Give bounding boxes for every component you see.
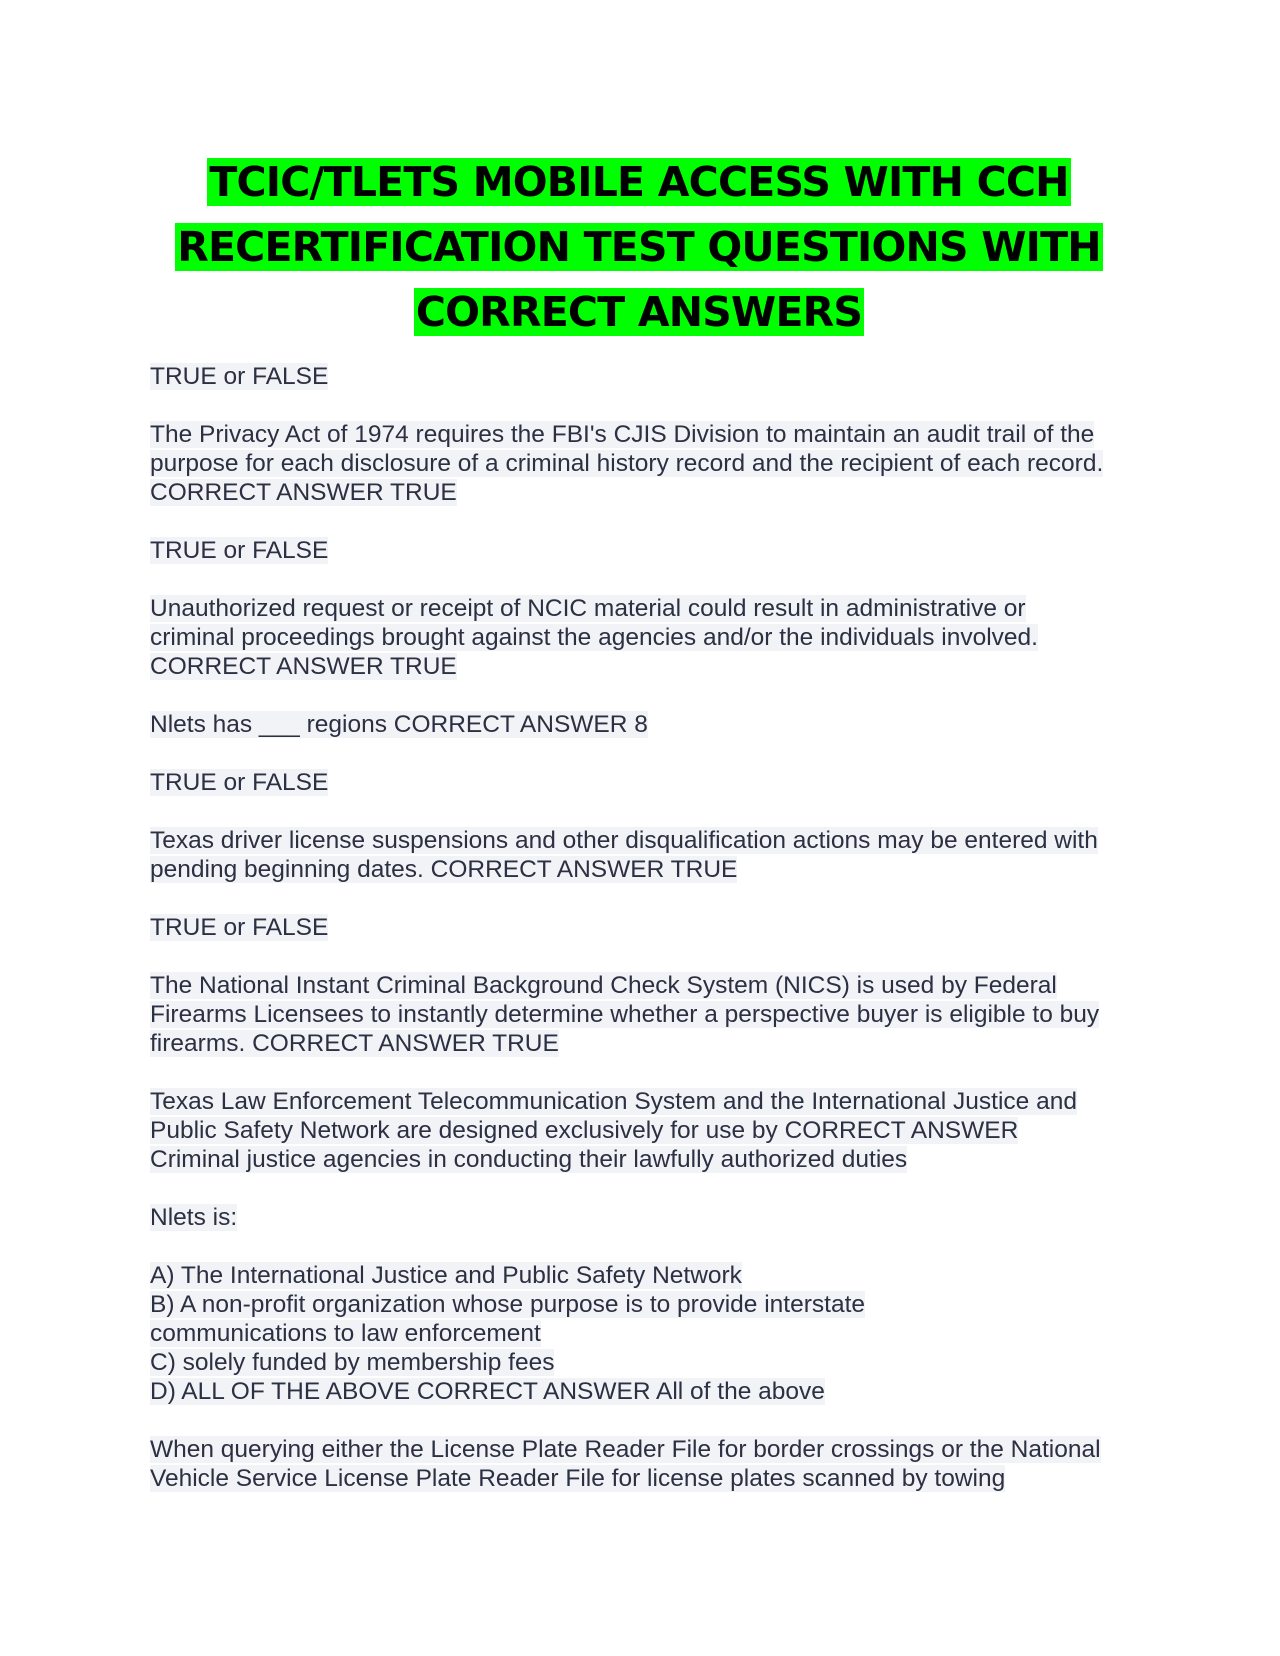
text-line-content: Public Safety Network are designed exclusively for use by CORRECT ANSWER [150, 1117, 1019, 1144]
text-line [150, 536, 1140, 565]
question-paragraph [150, 420, 1140, 507]
text-line-content: Vehicle Service License Plate Reader File for license plates scanned by towing [150, 1465, 1006, 1492]
text-line [150, 623, 1140, 652]
question-paragraph [150, 1087, 1140, 1174]
question-paragraph [150, 1435, 1140, 1493]
text-line [150, 710, 1140, 739]
question-paragraph [150, 594, 1140, 681]
text-line-content: C) solely funded by membership fees [150, 1349, 555, 1376]
text-line-content: TRUE or FALSE [150, 914, 329, 941]
text-line [150, 1290, 1140, 1319]
text-line-content: TRUE or FALSE [150, 537, 329, 564]
question-paragraph [150, 913, 1140, 942]
text-line [150, 1435, 1140, 1464]
question-paragraph [150, 1261, 1140, 1406]
text-line [150, 1348, 1140, 1377]
text-line-content: Criminal justice agencies in conducting their lawfully authorized duties [150, 1146, 908, 1173]
document-body [150, 362, 1140, 1522]
text-line [150, 768, 1140, 797]
text-line-content: Nlets has ___ regions CORRECT ANSWER 8 [150, 711, 648, 738]
text-line-content: Texas driver license suspensions and other disqualification actions may be entered with [150, 827, 1098, 854]
text-line [150, 1087, 1140, 1116]
text-line [150, 913, 1140, 942]
text-line [150, 652, 1140, 681]
text-line-content: A) The International Justice and Public Safety Network [150, 1262, 742, 1289]
question-paragraph [150, 826, 1140, 884]
text-line-content: firearms. CORRECT ANSWER TRUE [150, 1030, 559, 1057]
question-paragraph [150, 1203, 1140, 1232]
text-line-content: TRUE or FALSE [150, 363, 329, 390]
text-line-content: purpose for each disclosure of a criminal history record and the recipient of each record. [150, 450, 1104, 477]
text-line [150, 1261, 1140, 1290]
text-line-content: Firearms Licensees to instantly determine whether a perspective buyer is eligible to buy [150, 1001, 1100, 1028]
text-line-content: Nlets is: [150, 1204, 238, 1231]
text-line-content: When querying either the License Plate Reader File for border crossings or the National [150, 1436, 1101, 1463]
text-line [150, 855, 1140, 884]
text-line-content: The Privacy Act of 1974 requires the FBI's CJIS Division to maintain an audit trail of the [150, 421, 1095, 448]
text-line [150, 1116, 1140, 1145]
text-line [150, 1029, 1140, 1058]
text-line [150, 594, 1140, 623]
title-line-1: TCIC/TLETS MOBILE ACCESS WITH CCH [209, 158, 1069, 206]
question-paragraph [150, 768, 1140, 797]
text-line [150, 971, 1140, 1000]
text-line [150, 1319, 1140, 1348]
text-line-content: pending beginning dates. CORRECT ANSWER TRUE [150, 856, 738, 883]
text-line-content: CORRECT ANSWER TRUE [150, 653, 457, 680]
title-line-2: RECERTIFICATION TEST QUESTIONS WITH [177, 223, 1101, 271]
text-line [150, 1203, 1140, 1232]
title-line-3: CORRECT ANSWERS [415, 288, 863, 336]
text-line-content: The National Instant Criminal Background Check System (NICS) is used by Federal [150, 972, 1057, 999]
text-line-content: Texas Law Enforcement Telecommunication System and the International Justice and [150, 1088, 1077, 1115]
text-line-content: criminal proceedings brought against the agencies and/or the individuals involved. [150, 624, 1038, 651]
text-line-content: B) A non-profit organization whose purpose is to provide interstate [150, 1291, 865, 1318]
text-line [150, 1145, 1140, 1174]
text-line [150, 478, 1140, 507]
text-line-content: communications to law enforcement [150, 1320, 541, 1347]
text-line-content: Unauthorized request or receipt of NCIC material could result in administrative or [150, 595, 1026, 622]
text-line [150, 420, 1140, 449]
text-line-content: TRUE or FALSE [150, 769, 329, 796]
text-line [150, 1000, 1140, 1029]
question-paragraph [150, 971, 1140, 1058]
text-line [150, 1464, 1140, 1493]
text-line [150, 1377, 1140, 1406]
text-line [150, 449, 1140, 478]
text-line-content: CORRECT ANSWER TRUE [150, 479, 457, 506]
document-title [150, 150, 1128, 345]
question-paragraph [150, 536, 1140, 565]
text-line [150, 362, 1140, 391]
question-paragraph [150, 710, 1140, 739]
question-paragraph [150, 362, 1140, 391]
text-line [150, 826, 1140, 855]
text-line-content: D) ALL OF THE ABOVE CORRECT ANSWER All of the above [150, 1378, 825, 1405]
